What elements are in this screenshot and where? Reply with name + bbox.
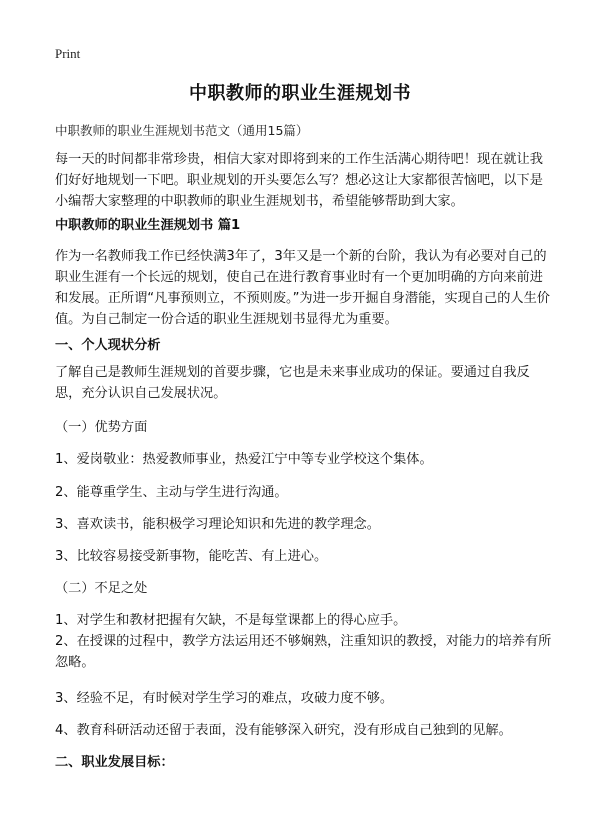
weakness-item: 4、教育科研活动还留于表面，没有能够深入研究，没有形成自己独到的见解。 xyxy=(55,723,512,738)
status-paragraph: 了解自己是教师生涯规划的首要步骤，它也是未来事业成功的保证。要通过自我反思，充分认识自己发展状况。 xyxy=(55,365,530,401)
intro-paragraph: 每一天的时间都非常珍贵，相信大家对即将到来的工作生活满心期待吧！现在就让我们好好地规划一下吧。职业规划的开头要怎么写？想必这让大家都很苦恼吧，以下是小编帮大家整理的中职教师的职业生涯规划书，希望能够帮助到大家。 xyxy=(55,152,543,209)
section-heading-goals: 二、职业发展目标： xyxy=(55,755,174,770)
weaknesses-heading: （二）不足之处 xyxy=(55,581,148,596)
strength-item: 3、比较容易接受新事物，能吃苦、有上进心。 xyxy=(55,549,328,564)
article-paragraph: 作为一名教师我工作已经快满3年了，3年又是一个新的台阶，我认为有必要对自己的职业生涯有一个长远的规划，使自己在进行教育事业时有一个更加明确的方向来前进和发展。正所谓“凡事预则立，不预则废。”为进一步开掘自身潜能，实现自己的人生价值。为自己制定一份合适的职业生涯规划书显得尤为重要。 xyxy=(55,249,550,327)
strength-item: 2、能尊重学生、主动与学生进行沟通。 xyxy=(55,485,288,500)
section-heading-status: 一、个人现状分析 xyxy=(55,338,161,353)
document-title: 中职教师的职业生涯规划书 xyxy=(189,83,411,104)
strength-item: 1、爱岗敬业：热爱教师事业，热爱江宁中等专业学校这个集体。 xyxy=(55,452,433,467)
weakness-item: 2、在授课的过程中，教学方法运用还不够娴熟，注重知识的教授，对能力的培养有所忽略。 xyxy=(55,634,552,670)
strength-item: 3、喜欢读书，能积极学习理论知识和先进的教学理念。 xyxy=(55,517,380,532)
document-subtitle: 中职教师的职业生涯规划书范文（通用15篇） xyxy=(55,123,309,138)
strengths-heading: （一）优势方面 xyxy=(55,420,148,435)
article-heading: 中职教师的职业生涯规划书 篇1 xyxy=(55,218,241,233)
print-link[interactable]: Print xyxy=(55,46,81,61)
weakness-item: 1、对学生和教材把握有欠缺，不是每堂课都上的得心应手。 xyxy=(55,613,407,628)
weakness-item: 3、经验不足，有时候对学生学习的难点，攻破力度不够。 xyxy=(55,691,394,706)
